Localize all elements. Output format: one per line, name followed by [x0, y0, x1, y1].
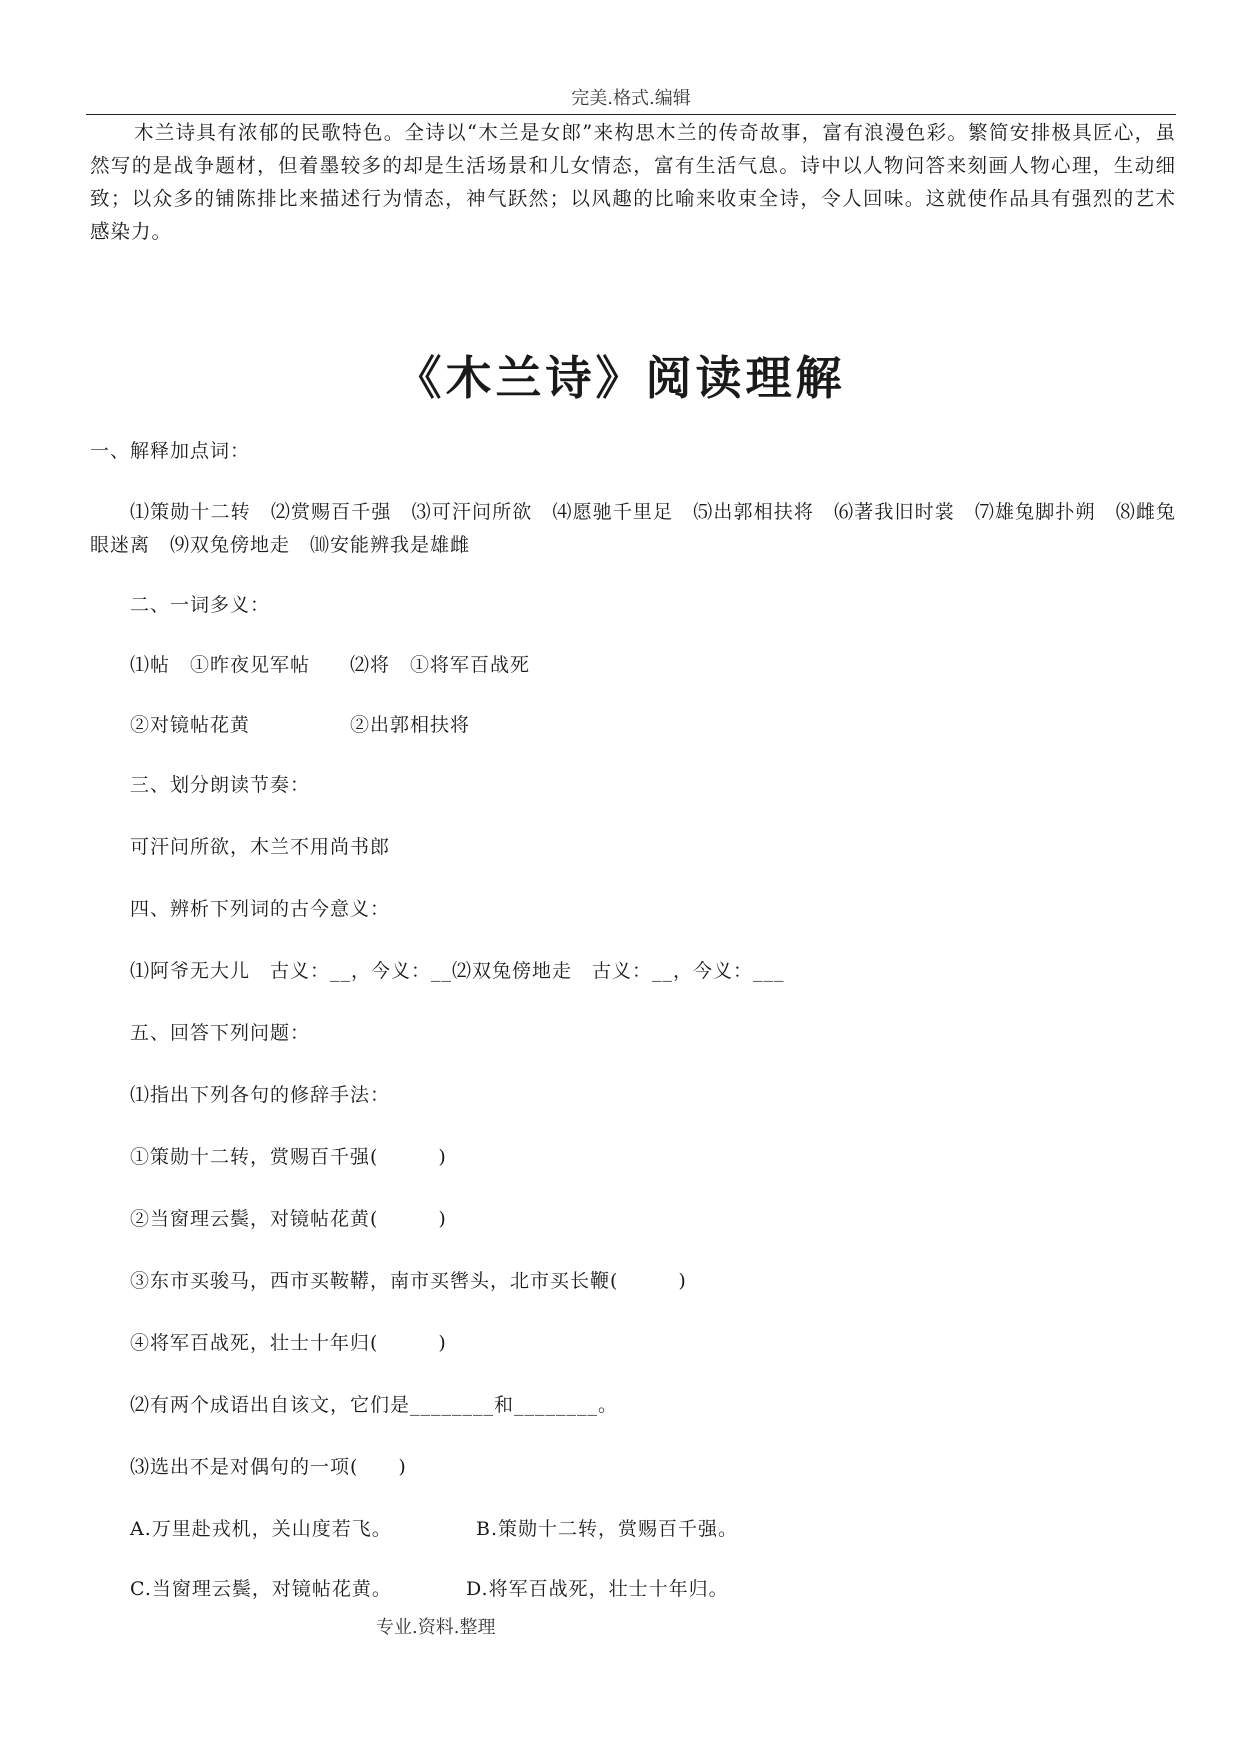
- question-1b: ②当窗理云鬓，对镜帖花黄( ): [130, 1208, 447, 1230]
- question-1d: ④将军百战死，壮士十年归( ): [130, 1332, 447, 1354]
- question-1: ⑴指出下列各句的修辞手法：: [130, 1084, 391, 1106]
- section4-text: ⑴阿爷无大儿 古义：__，今义：__⑵双兔傍地走 古义：__，今义：___: [130, 960, 785, 982]
- question-1a: ①策勋十二转，赏赐百千强( ): [130, 1146, 447, 1168]
- section3-heading: 三、划分朗读节奏：: [130, 774, 311, 796]
- page-header: 完美.格式.编辑: [571, 88, 691, 109]
- intro-paragraph: 木兰诗具有浓郁的民歌特色。全诗以“木兰是女郎”来构思木兰的传奇故事，富有浪漫色彩。繁简安排极具匠心，虽然写的是战争题材，但着墨较多的却是生活场景和儿女情态，富有生活气息。诗中以人物问答来刻画人物心理，生动细致；以众多的铺陈排比来描述行为情态，神气跃然；以风趣的比喻来收束全诗，令人回味。这就使作品具有强烈的艺术感染力。: [90, 121, 1176, 243]
- page-footer: 专业.资料.整理: [376, 1617, 496, 1638]
- header-rule: [86, 114, 1176, 115]
- section2-line2: ②对镜帖花黄 ②出郭相扶将: [130, 714, 471, 736]
- section2-line1: ⑴帖 ①昨夜见军帖 ⑵将 ①将军百战死: [130, 654, 531, 676]
- question-3: ⑶选出不是对偶句的一项( ): [130, 1456, 407, 1478]
- option-b: B.策勋十二转，赏赐百千强。: [476, 1518, 739, 1540]
- section2-heading: 二、一词多义：: [130, 594, 271, 616]
- option-d: D.将军百战死，壮士十年归。: [466, 1578, 729, 1600]
- section4-heading: 四、辨析下列词的古今意义：: [130, 898, 391, 920]
- page-title: 《木兰诗》阅读理解: [395, 351, 846, 405]
- section3-text: 可汗问所欲，木兰不用尚书郎: [130, 836, 391, 858]
- question-2: ⑵有两个成语出自该文，它们是________和________。: [130, 1394, 619, 1416]
- question-1c: ③东市买骏马，西市买鞍鞯，南市买辔头，北市买长鞭( ): [130, 1270, 687, 1292]
- option-c: C.当窗理云鬓，对镜帖花黄。: [130, 1578, 392, 1600]
- option-a: A.万里赴戎机，关山度若飞。: [130, 1518, 392, 1540]
- section1-heading: 一、解释加点词：: [90, 440, 251, 462]
- section1-items: ⑴策勋十二转 ⑵赏赐百千强 ⑶可汗问所欲 ⑷愿驰千里足 ⑸出郭相扶将 ⑹著我旧时裳 ⑺雄兔脚扑朔 ⑻雌兔眼迷离 ⑼双兔傍地走 ⑽安能辨我是雄雌: [90, 501, 1176, 556]
- section5-heading: 五、回答下列问题：: [130, 1022, 311, 1044]
